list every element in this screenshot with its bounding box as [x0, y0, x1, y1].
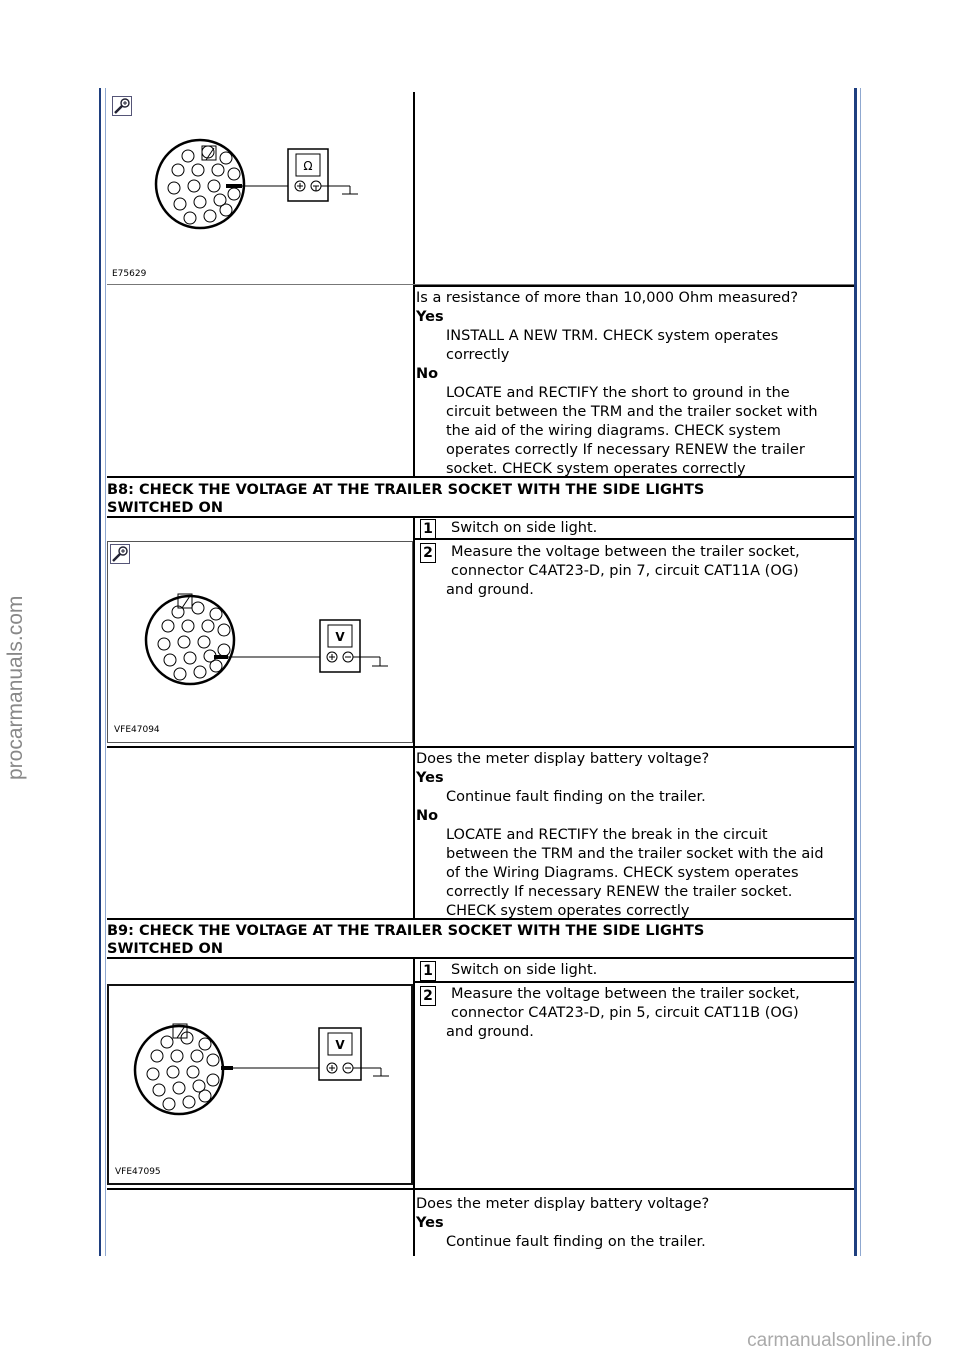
question-text: Does the meter display battery voltage?	[416, 1196, 710, 1212]
no-line: LOCATE and RECTIFY the short to ground in the	[446, 385, 790, 401]
row-rule	[413, 981, 854, 983]
no-label: No	[416, 808, 439, 824]
yes-line: Continue fault finding on the trailer.	[446, 789, 706, 805]
step-text	[446, 543, 800, 600]
section-title-line: SWITCHED ON	[107, 941, 223, 957]
no-line: the aid of the wiring diagrams. CHECK system	[446, 423, 781, 439]
question-text: Does the meter display battery voltage?	[416, 751, 710, 767]
diagram-image	[110, 94, 410, 282]
step-number: 1	[420, 961, 436, 981]
section-title-line: B9: CHECK THE VOLTAGE AT THE TRAILER SOCKET WITH THE SIDE LIGHTS	[107, 923, 705, 939]
right-border-line	[854, 88, 857, 1256]
row-rule	[107, 746, 854, 748]
image-code: VFE47094	[114, 725, 160, 735]
section-title-line: B8: CHECK THE VOLTAGE AT THE TRAILER SOCKET WITH THE SIDE LIGHTS	[107, 482, 705, 498]
no-line: CHECK system operates correctly	[446, 903, 690, 919]
no-line: of the Wiring Diagrams. CHECK system operates	[446, 865, 799, 881]
right-border-line-outer	[860, 88, 861, 1256]
image-code: VFE47095	[115, 1167, 161, 1177]
trailer-socket-diagram	[108, 542, 412, 742]
meter-symbol: V	[335, 630, 345, 644]
meter-symbol: Ω	[303, 159, 313, 173]
step-line: Measure the voltage between the trailer socket,	[451, 986, 800, 1002]
b7-result	[416, 289, 818, 479]
left-border-line-inner	[105, 88, 106, 1256]
yes-line: INSTALL A NEW TRM. CHECK system operates	[446, 328, 779, 344]
table-divider	[413, 958, 415, 1256]
no-line: operates correctly If necessary RENEW the trailer	[446, 442, 805, 458]
footer-watermark: carmanualsonline.info	[747, 1330, 932, 1351]
meter-symbol: V	[335, 1038, 345, 1052]
question-text: Is a resistance of more than 10,000 Ohm measured?	[416, 290, 799, 306]
step-line: and ground.	[446, 1024, 534, 1040]
row-rule	[107, 516, 854, 518]
step-line: connector C4AT23-D, pin 7, circuit CAT11A (OG)	[451, 563, 799, 579]
table-divider	[413, 517, 415, 919]
yes-label: Yes	[416, 1215, 444, 1231]
b8-title	[107, 481, 704, 517]
yes-line: correctly	[446, 347, 510, 363]
yes-label: Yes	[416, 770, 444, 786]
section-title-line: SWITCHED ON	[107, 500, 223, 516]
b8-result	[416, 750, 824, 921]
no-line: correctly If necessary RENEW the trailer socket.	[446, 884, 793, 900]
no-line: socket. CHECK system operates correctly	[446, 461, 746, 477]
trailer-socket-diagram	[110, 94, 410, 282]
b9-result	[416, 1195, 709, 1252]
no-label: No	[416, 366, 439, 382]
diagram-image	[107, 984, 413, 1185]
no-line: between the TRM and the trailer socket with the aid	[446, 846, 824, 862]
step-text: Switch on side light.	[451, 520, 598, 536]
no-line: circuit between the TRM and the trailer socket with	[446, 404, 818, 420]
yes-line: Continue fault finding on the trailer.	[446, 1234, 706, 1250]
trailer-socket-diagram	[109, 986, 411, 1183]
step-number: 2	[420, 986, 436, 1006]
image-code: E75629	[112, 269, 147, 279]
step-number: 2	[420, 543, 436, 563]
b9-title	[107, 922, 704, 958]
step-number: 1	[420, 519, 436, 539]
step-line: connector C4AT23-D, pin 5, circuit CAT11B (OG)	[451, 1005, 799, 1021]
step-text	[446, 985, 800, 1042]
step-line: and ground.	[446, 582, 534, 598]
yes-label: Yes	[416, 309, 444, 325]
no-line: LOCATE and RECTIFY the break in the circuit	[446, 827, 768, 843]
row-rule	[413, 538, 854, 540]
row-rule	[107, 1188, 854, 1190]
row-rule	[413, 285, 854, 287]
diagram-image	[107, 541, 413, 743]
row-rule	[107, 957, 854, 959]
step-text: Switch on side light.	[451, 962, 598, 978]
left-border-line	[99, 88, 101, 1256]
side-watermark: procarmanuals.com	[4, 595, 27, 780]
step-line: Measure the voltage between the trailer socket,	[451, 544, 800, 560]
